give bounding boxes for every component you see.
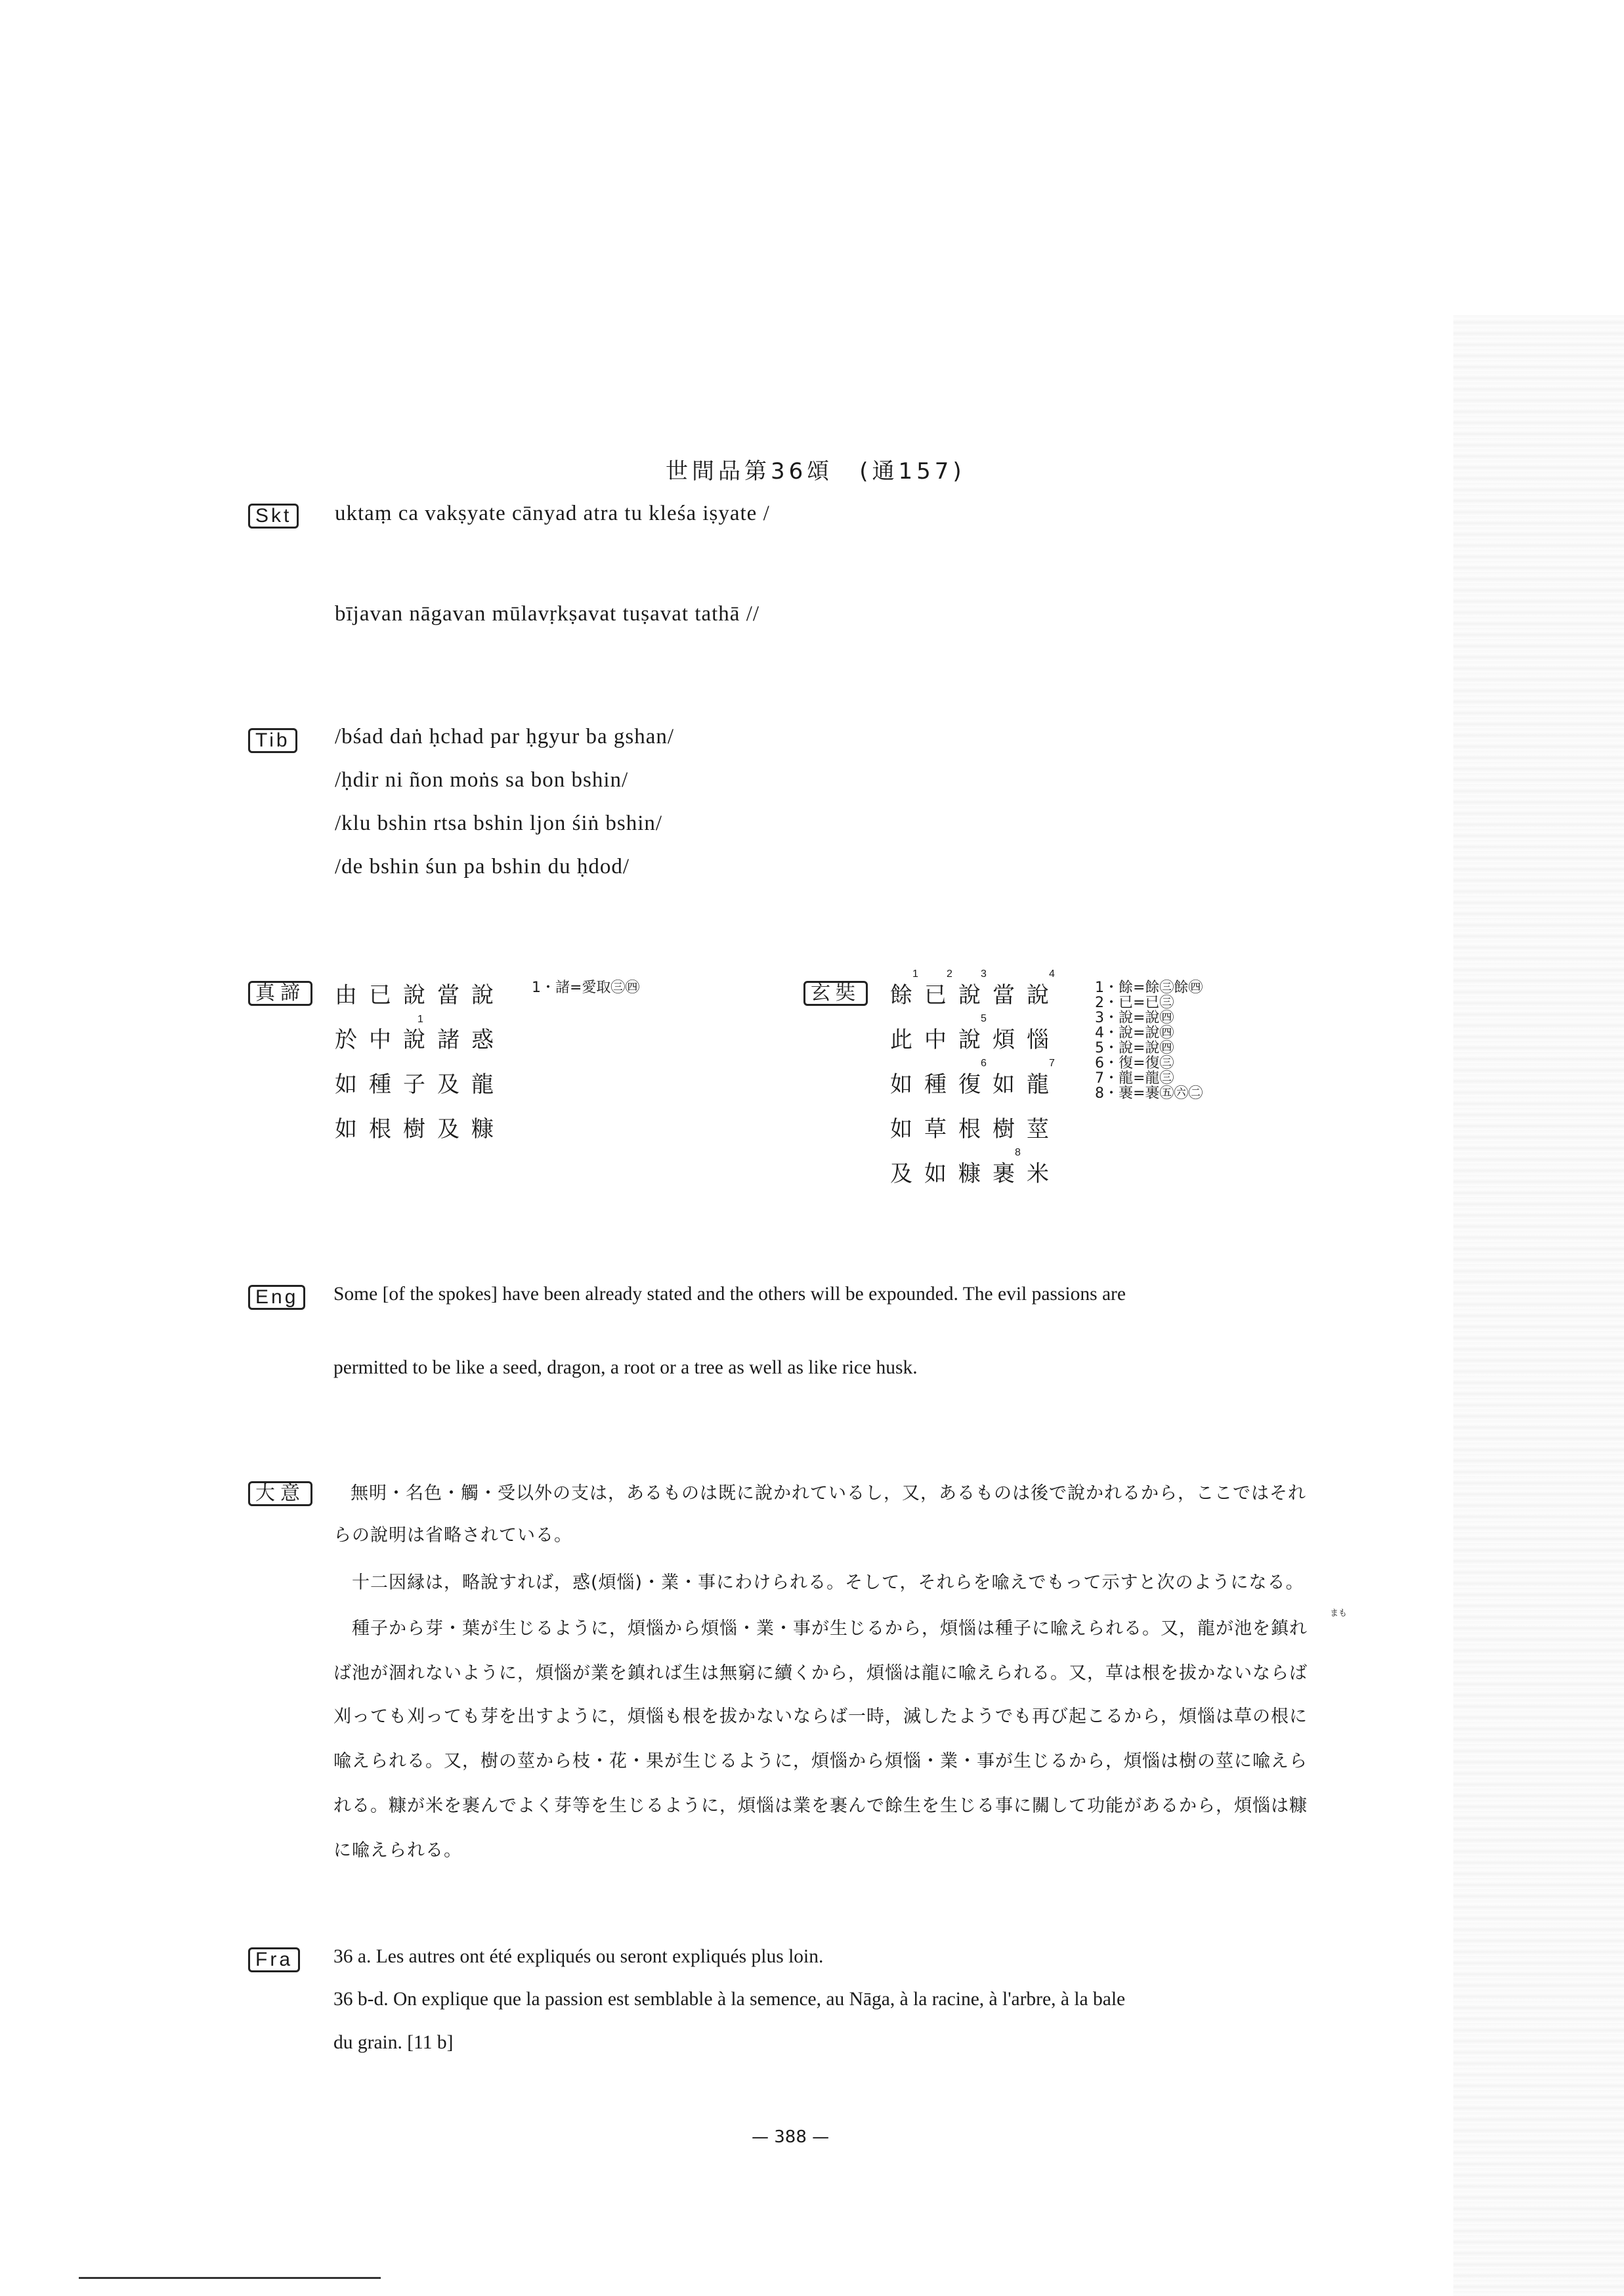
page-title: 世間品第36頌 (通157)	[666, 458, 966, 485]
genjo-footnote-mark: 4	[1049, 968, 1055, 980]
section-label-fra: Fra	[248, 1947, 300, 1972]
tib-verse-line-4: /de bshin śun pa bshin du ḥdod/	[335, 855, 630, 878]
eng-translation-line-2: permitted to be like a seed, dragon, a root or a tree as well as like rice husk.	[333, 1357, 918, 1378]
fra-translation-line-3: du grain. [11 b]	[333, 2032, 454, 2053]
section-label-shintai: 真諦	[248, 981, 312, 1006]
taii-paragraph-line: 十二因縁は，略說すれば，惑(煩惱)・業・事にわけられる。そして，それらを喩えでもって示すと次のようになる。	[333, 1572, 1304, 1593]
tib-verse-line-1: /bśad daṅ ḥchad par ḥgyur ba gshan/	[335, 725, 675, 748]
genjo-variant-note: 7・龍=龍㊂	[1095, 1070, 1174, 1087]
taii-paragraph-line: れる。糠が米を裹んでよく芽等を生じるように，煩惱は業を裹んで餘生を生じる事に關して功能があるから，煩惱は糠	[333, 1796, 1308, 1816]
fra-translation-line-2: 36 b-d. On explique que la passion est semblable à la semence, au Nāga, à la racine, à l'arbre, à la bale	[333, 1989, 1126, 2010]
genjo-verse-line-4: 如草根樹莖	[890, 1116, 1061, 1142]
fra-translation-line-1: 36 a. Les autres ont été expliqués ou seront expliqués plus loin.	[333, 1946, 824, 1967]
genjo-verse-line-1: 餘已說當說	[890, 982, 1061, 1008]
genjo-footnote-mark: 5	[981, 1013, 987, 1024]
page-number: — 388 —	[752, 2127, 830, 2147]
skt-verse-line-1: uktaṃ ca vakṣyate cānyad atra tu kleśa iṣyate /	[335, 502, 770, 525]
tib-verse-line-2: /ḥdir ni ñon moṅs sa bon bshin/	[335, 768, 629, 792]
shintai-verse-line-1: 由已說當說	[335, 982, 505, 1008]
section-label-eng: Eng	[248, 1285, 305, 1310]
genjo-variant-note: 2・已=已㊂	[1095, 995, 1174, 1011]
shintai-verse-line-2: 於中說諸惑	[335, 1027, 505, 1053]
genjo-variant-note: 3・說=說㊃	[1095, 1010, 1174, 1026]
shintai-footnote-mark: 1	[417, 1014, 423, 1025]
section-label-tib: Tib	[248, 728, 297, 753]
genjo-footnote-mark: 7	[1049, 1058, 1055, 1069]
shintai-verse-line-3: 如種子及龍	[335, 1072, 505, 1098]
taii-paragraph-line: 刈っても刈っても芽を出すように，煩惱も根を拔かないならば一時，滅したようでも再び起こるから，煩惱は草の根に	[333, 1706, 1308, 1727]
genjo-variant-note: 8・裹=裹㊄㊅㊁	[1095, 1085, 1203, 1102]
section-label-taii: 大意	[248, 1481, 312, 1506]
taii-paragraph-line: に喩えられる。	[333, 1840, 462, 1861]
genjo-verse-line-3: 如種復如龍	[890, 1072, 1061, 1098]
bottom-rule	[79, 2277, 381, 2279]
genjo-verse-line-5: 及如糠裹米	[890, 1161, 1061, 1187]
genjo-footnote-mark: 6	[981, 1058, 987, 1069]
taii-paragraph-line: らの說明は省略されている。	[333, 1525, 572, 1546]
genjo-variant-note: 4・說=說㊃	[1095, 1025, 1174, 1041]
taii-paragraph-line: ば池が涸れないように，煩惱が業を鎮れば生は無窮に續くから，煩惱は龍に喩えられる。又，草は根を拔かないならば	[333, 1663, 1308, 1683]
genjo-footnote-mark: 8	[1015, 1147, 1021, 1158]
tib-verse-line-3: /klu bshin rtsa bshin ljon śiṅ bshin/	[335, 812, 663, 835]
taii-ruby: まも	[1330, 1609, 1348, 1618]
scanned-page-edge	[1453, 315, 1624, 2296]
taii-paragraph-line: 喩えられる。又，樹の莖から枝・花・果が生じるように，煩惱から煩惱・業・事が生じるから，煩惱は樹の莖に喩えら	[333, 1751, 1308, 1771]
genjo-variant-note: 6・復=復㊂	[1095, 1055, 1174, 1072]
genjo-verse-line-2: 此中說煩惱	[890, 1027, 1061, 1053]
genjo-footnote-mark: 1	[912, 968, 918, 980]
eng-translation-line-1: Some [of the spokes] have been already stated and the others will be expounded. The evil passions are	[333, 1284, 1126, 1305]
genjo-footnote-mark: 3	[981, 968, 987, 980]
taii-paragraph-line: 種子から芽・葉が生じるように，煩惱から煩惱・業・事が生じるから，煩惱は種子に喩えられる。又，龍が池を鎮れ	[333, 1618, 1308, 1639]
genjo-footnote-mark: 2	[947, 968, 952, 980]
shintai-verse-line-4: 如根樹及糠	[335, 1116, 505, 1142]
genjo-variant-note: 1・餘=餘㊂餘㊃	[1095, 980, 1203, 996]
taii-paragraph-line: 無明・名色・觸・受以外の支は，あるものは既に說かれているし，又，あるものは後で說かれるから，ここではそれ	[351, 1483, 1306, 1504]
section-label-skt: Skt	[248, 504, 299, 529]
section-label-genjo: 玄奘	[803, 981, 868, 1006]
shintai-variant-note: 1・諸=愛取㊂㊃	[532, 980, 640, 996]
skt-verse-line-2: bījavan nāgavan mūlavṛkṣavat tuṣavat tathā //	[335, 602, 760, 626]
genjo-variant-note: 5・說=說㊃	[1095, 1040, 1174, 1056]
